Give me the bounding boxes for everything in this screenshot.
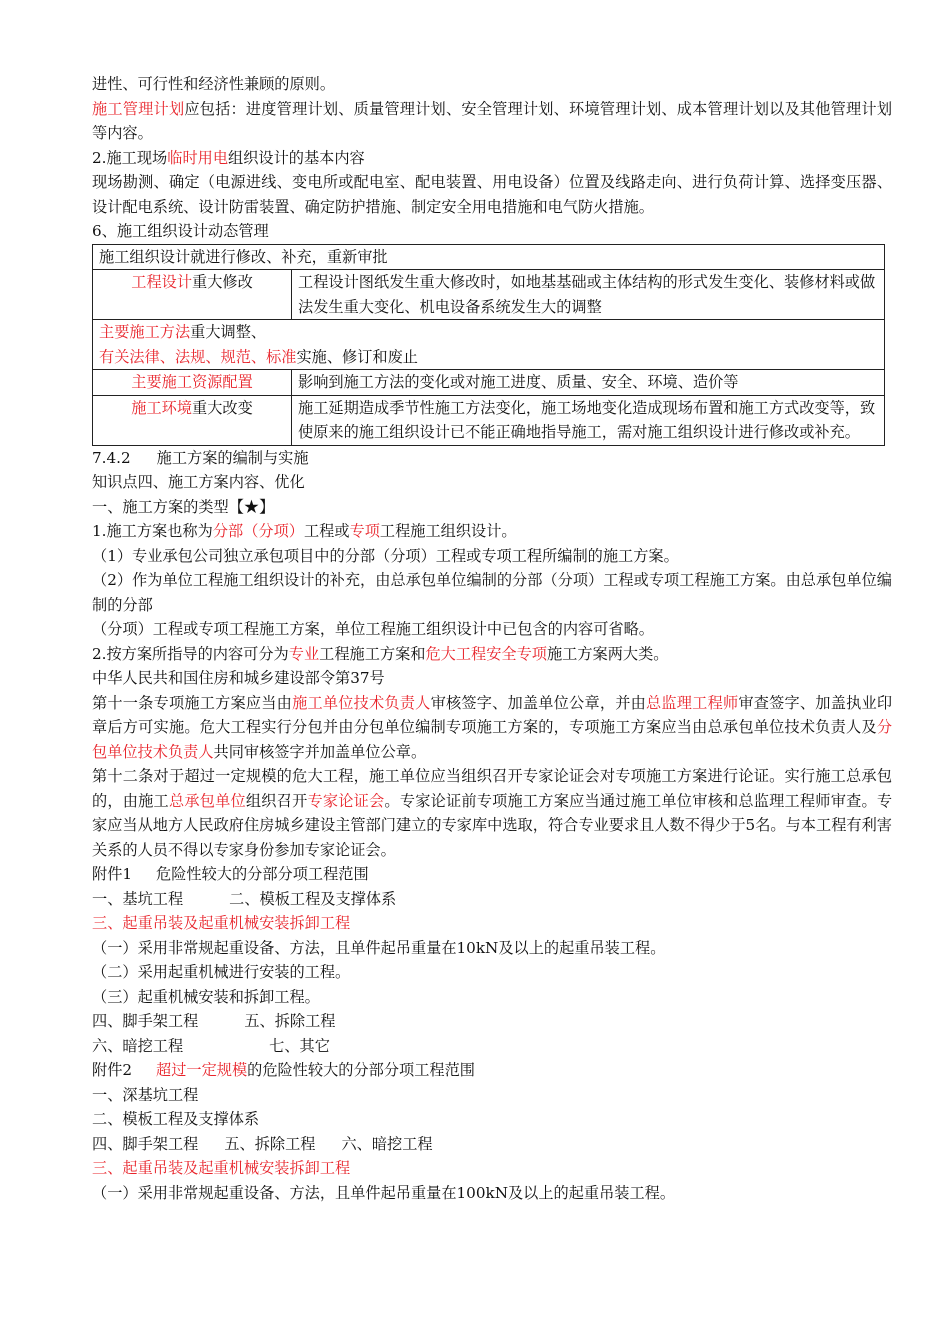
table-cell: 工程设计图纸发生重大修改时，如地基基础或主体结构的形式发生变化、装修材料或做法发生重大变化、机电设备系统发生大的调整 — [292, 270, 885, 320]
text: 共同审核签字并加盖单位公章。 — [213, 742, 427, 761]
text: 1.施工方案也称为 — [92, 522, 213, 540]
list-item: （三）起重机械安装和拆卸工程。 — [92, 987, 320, 1006]
paragraph — [92, 642, 892, 667]
paragraph: 中华人民共和国住房和城乡建设部令第37号 — [92, 669, 385, 687]
text: 2.施工现场 — [92, 148, 168, 167]
text: 二、模板工程及支撑体系 — [229, 889, 397, 908]
list-item: 三、起重吊装及起重机械安装拆卸工程 — [92, 1159, 351, 1177]
highlight-term: 主要施工方法 — [99, 323, 191, 341]
list-item — [92, 1009, 892, 1034]
table-cell: 影响到施工方法的变化或对施工进度、质量、安全、环境、造价等 — [292, 370, 885, 396]
text: 一、基坑工程 — [92, 889, 184, 908]
text: 工程施工方案和 — [319, 644, 426, 663]
list-item: （二）采用起重机械进行安装的工程。 — [92, 963, 351, 981]
text: 四、脚手架工程 — [92, 1134, 199, 1153]
list-item: （一）采用非常规起重设备、方法，且单件起吊重量在10kN及以上的起重吊装工程。 — [92, 938, 666, 957]
text: 组织设计的基本内容 — [228, 148, 365, 167]
highlight-term: 分部（分项） — [212, 522, 304, 540]
text: 工程或 — [303, 522, 350, 540]
table-cell — [93, 270, 292, 320]
highlight-term: 工程设计 — [131, 273, 192, 291]
paragraph: （2）作为单位工程施工组织设计的补充，由总承包单位编制的分部（分项）工程或专项工程施工方案。由总承包单位编制的分部 — [92, 571, 892, 614]
text: 六、暗挖工程 — [92, 1036, 184, 1055]
text: 施工方案两大类。 — [546, 644, 669, 663]
paragraph: 一、施工方案的类型【★】 — [92, 497, 275, 516]
text: 审查签字、加盖执业印章后方可实施。危大工程实行分包并由分包单位编制专项施工方案的，专项施工方案应当由总承包单位技术负责人及 — [92, 693, 893, 736]
text: 危险性较大的分部分项工程范围 — [156, 865, 369, 883]
section-heading — [92, 446, 892, 471]
list-item — [92, 1132, 892, 1157]
paragraph: （1）专业承包公司独立承包项目中的分部（分项）工程或专项工程所编制的施工方案。 — [92, 546, 679, 565]
table-row — [93, 320, 885, 370]
document-page — [92, 72, 892, 1205]
heading: 6、施工组织设计动态管理 — [92, 222, 269, 240]
highlight-term: 专项 — [349, 522, 380, 540]
annex-label: 附件2 — [92, 1061, 133, 1079]
list-item: 三、起重吊装及起重机械安装拆卸工程 — [92, 914, 351, 932]
highlight-term: 施工管理计划 — [92, 99, 185, 118]
heading — [92, 146, 892, 171]
paragraph: 知识点四、施工方案内容、优化 — [92, 473, 305, 491]
highlight-term: 危大工程安全专项 — [425, 644, 547, 663]
annex-label: 附件1 — [92, 865, 133, 883]
table-row — [93, 395, 885, 445]
list-item — [92, 1034, 892, 1059]
text: 五、拆除工程 — [224, 1134, 316, 1153]
text: 工程施工组织设计。 — [379, 522, 517, 540]
text: 的危险性较大的分部分项工程范围 — [247, 1061, 475, 1079]
text: 第十一条专项施工方案应当由 — [92, 693, 293, 712]
annex-title — [92, 862, 892, 887]
paragraph — [92, 97, 892, 146]
annex-title — [92, 1058, 892, 1083]
text: 实施、修订和废止 — [296, 347, 418, 366]
table-cell: 施工延期造成季节性施工方法变化，施工场地变化造成现场布置和施工方式改变等，致使原来的施工组织设计已不能正确地指导施工，需对施工组织设计进行修改或补充。 — [292, 395, 885, 445]
text: 四、脚手架工程 — [92, 1012, 199, 1030]
table-header-cell: 施工组织设计就进行修改、补充，重新审批 — [93, 244, 885, 270]
list-item: 一、深基坑工程 — [92, 1085, 199, 1104]
text: 第十二条对于超过一定规模的危大工程，施工单位应当组织召开专家论证会对专项施工方案进行论证。实行施工总承包的，由施工 — [92, 767, 892, 810]
paragraph: 进性、可行性和经济性兼顾的原则。 — [92, 75, 335, 93]
article-11 — [92, 691, 892, 765]
highlight-term: 施工单位技术负责人 — [292, 693, 431, 712]
text: 。专家论证前专项施工方案应当通过施工单位审核和总监理工程师审查。专家应当从地方人民政府住房城乡建设主管部门建立的专家库中选取，符合专业要求且人数不得少于5名。与本工程有利害关系的人员不得以专家身份参加专家论证会。 — [92, 791, 893, 859]
dynamic-management-table — [92, 244, 885, 446]
highlight-term: 施工环境 — [131, 398, 192, 417]
highlight-term: 临时用电 — [167, 148, 228, 167]
paragraph: （分项）工程或专项工程施工方案，单位工程施工组织设计中已包含的内容可省略。 — [92, 620, 654, 638]
text: 2.按方案所指导的内容可分为 — [92, 644, 289, 663]
highlight-term: 专家论证会 — [307, 791, 385, 810]
highlight-term: 分包单位技术负责人 — [92, 718, 892, 761]
highlight-term: 主要施工资源配置 — [131, 373, 253, 391]
text: 组织召开 — [245, 791, 308, 810]
table-row — [93, 270, 885, 320]
paragraph — [92, 519, 892, 544]
text: 重大改变 — [192, 398, 253, 417]
section-number: 7.4.2 — [92, 448, 131, 467]
table-cell — [93, 370, 292, 396]
highlight-term: 超过一定规模 — [156, 1061, 248, 1079]
article-12 — [92, 764, 892, 862]
paragraph: 现场勘测、确定（电源进线、变电所或配电室、配电装置、用电设备）位置及线路走向、进行负荷计算、选择变压器、设计配电系统、设计防雷装置、确定防护措施、制定安全用电措施和电气防火措施。 — [92, 173, 892, 216]
text: 重大修改 — [192, 273, 253, 291]
text: 七、其它 — [269, 1036, 330, 1055]
list-item: （一）采用非常规起重设备、方法，且单件起吊重量在100kN及以上的起重吊装工程。 — [92, 1183, 676, 1202]
highlight-term: 总监理工程师 — [646, 693, 739, 712]
list-item — [92, 887, 892, 912]
highlight-term: 有关法律、法规、规范、标准 — [99, 347, 297, 366]
list-item: 二、模板工程及支撑体系 — [92, 1110, 260, 1128]
text: 重大调整、 — [190, 323, 267, 341]
text: 应包括：进度管理计划、质量管理计划、安全管理计划、环境管理计划、成本管理计划以及其他管理计划等内容。 — [92, 99, 893, 142]
text: 五、拆除工程 — [244, 1012, 336, 1030]
table-row — [93, 244, 885, 270]
highlight-term: 专业 — [288, 644, 320, 663]
section-title: 施工方案的编制与实施 — [156, 448, 309, 467]
table-cell — [93, 395, 292, 445]
table-row — [93, 370, 885, 396]
text: 六、暗挖工程 — [341, 1134, 433, 1153]
table-cell — [93, 320, 885, 370]
text: 审核签字、加盖单位公章，并由 — [430, 693, 647, 712]
highlight-term: 总承包单位 — [168, 791, 246, 810]
